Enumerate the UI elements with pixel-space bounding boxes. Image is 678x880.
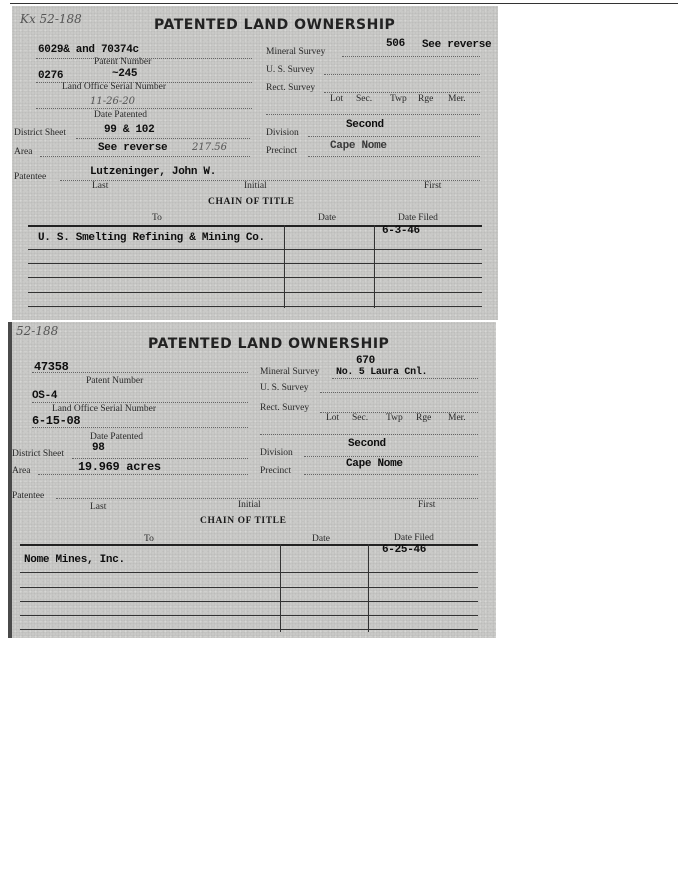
first-name-header: First — [418, 500, 436, 510]
col-filed-header: Date Filed — [394, 533, 434, 543]
date-patented-label: Date Patented — [90, 432, 144, 442]
precinct-value: Cape Nome — [330, 140, 387, 152]
col-date-header: Date — [318, 213, 336, 223]
division-label: Division — [266, 128, 299, 138]
chain-row-filed: 6-25-46 — [382, 544, 427, 556]
chain-of-title-label: CHAIN OF TITLE — [200, 516, 287, 526]
lot-header: Lot — [330, 94, 344, 104]
serial-value: OS-4 — [32, 390, 58, 402]
col-filed-header: Date Filed — [398, 213, 438, 223]
patent-number-value: 6029& and 70374c — [38, 44, 139, 56]
twp-header: Twp — [386, 413, 403, 423]
initial-header: Initial — [244, 181, 267, 191]
mineral-survey-value: 670 — [356, 355, 375, 367]
twp-header: Twp — [390, 94, 407, 104]
district-sheet-value: 98 — [92, 442, 105, 454]
serial-label: Land Office Serial Number — [52, 404, 157, 414]
patentee-label: Patentee — [14, 172, 47, 182]
ownership-card-2 — [8, 322, 496, 638]
mineral-survey-label: Mineral Survey — [266, 47, 326, 57]
district-sheet-label: District Sheet — [12, 449, 64, 459]
area-note: 217.56 — [192, 142, 227, 153]
precinct-label: Precinct — [266, 146, 298, 156]
rge-header: Rge — [418, 94, 434, 104]
chain-row-to: U. S. Smelting Refining & Mining Co. — [38, 232, 265, 244]
division-value: Second — [348, 438, 386, 450]
mineral-survey-label: Mineral Survey — [260, 367, 320, 377]
date-patented-value: 11-26-20 — [90, 96, 135, 107]
area-label: Area — [12, 466, 31, 476]
rect-survey-label: Rect. Survey — [266, 83, 316, 93]
rge-header: Rge — [416, 413, 432, 423]
area-value: See reverse — [98, 142, 168, 154]
ownership-card-1 — [12, 6, 498, 320]
area-label: Area — [14, 147, 33, 157]
rect-survey-label: Rect. Survey — [260, 403, 310, 413]
page-top-border — [10, 3, 678, 4]
sec-header: Sec. — [352, 413, 369, 423]
chain-row-filed: 6-3-46 — [382, 225, 420, 237]
us-survey-label: U. S. Survey — [266, 65, 315, 75]
mer-header: Mer. — [448, 413, 466, 423]
col-to-header: To — [144, 534, 154, 544]
last-name-header: Last — [92, 181, 109, 191]
district-sheet-value: 99 & 102 — [104, 124, 155, 136]
us-survey-label: U. S. Survey — [260, 383, 309, 393]
precinct-label: Precinct — [260, 466, 292, 476]
card-title: PATENTED LAND OWNERSHIP — [154, 17, 396, 33]
chain-of-title-label: CHAIN OF TITLE — [208, 197, 295, 207]
chain-row-to: Nome Mines, Inc. — [24, 554, 125, 566]
first-name-header: First — [424, 181, 442, 191]
patent-number-value: 47358 — [34, 360, 69, 374]
precinct-value: Cape Nome — [346, 458, 403, 470]
corner-note: 52-188 — [16, 324, 59, 338]
col-to-header: To — [152, 213, 162, 223]
corner-note: Kx 52-188 — [20, 12, 82, 26]
mer-header: Mer. — [448, 94, 466, 104]
area-value: 19.969 acres — [78, 460, 161, 474]
sec-header: Sec. — [356, 94, 373, 104]
patentee-value: Lutzeninger, John W. — [90, 166, 217, 178]
district-sheet-label: District Sheet — [14, 128, 66, 138]
initial-header: Initial — [238, 500, 261, 510]
patent-number-label: Patent Number — [94, 57, 152, 67]
serial-value-extra: ~245 — [112, 68, 138, 80]
mineral-survey-value: 506 — [386, 38, 405, 50]
division-value: Second — [346, 119, 384, 131]
lot-header: Lot — [326, 413, 340, 423]
division-label: Division — [260, 448, 293, 458]
date-patented-label: Date Patented — [94, 110, 148, 120]
last-name-header: Last — [90, 502, 107, 512]
patent-number-label: Patent Number — [86, 376, 144, 386]
patentee-label: Patentee — [12, 491, 45, 501]
serial-value: 0276 — [38, 70, 64, 82]
card-title: PATENTED LAND OWNERSHIP — [148, 336, 390, 352]
mineral-survey-note: See reverse — [422, 39, 492, 51]
date-patented-value: 6-15-08 — [32, 414, 81, 428]
col-date-header: Date — [312, 534, 330, 544]
mineral-survey-note: No. 5 Laura Cnl. — [336, 367, 428, 378]
serial-label: Land Office Serial Number — [62, 82, 167, 92]
